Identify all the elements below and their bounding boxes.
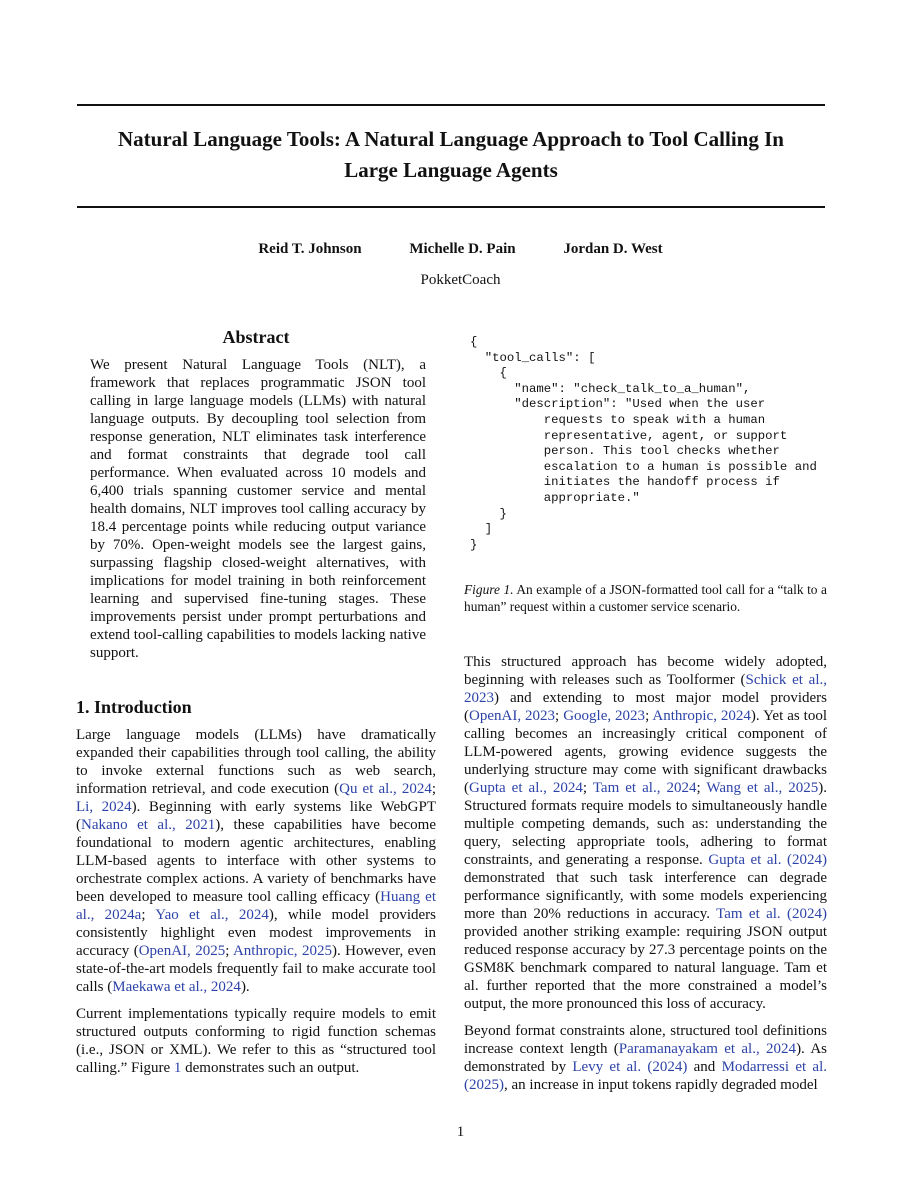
intro-paragraph-2	[76, 1005, 436, 1077]
text-run: Large language models (LLMs) have dramatically expanded their capabilities through tool calling, the ability to invoke external functions such as web search, information retrieval, and code execution (	[76, 727, 436, 797]
citation-link[interactable]: Google, 2023	[563, 708, 646, 725]
caption-text: An example of a JSON-formatted tool call for a “talk to a human” request within a customer service scenario.	[464, 582, 827, 615]
abstract-heading: Abstract	[222, 327, 290, 347]
citation-link[interactable]: Paramanayakam et al., 2024	[618, 1041, 797, 1058]
citation-link[interactable]: Anthropic, 2024	[652, 708, 751, 725]
text-run: demonstrated that such task interference can degrade performance significantly, with some models experiencing more than 20% reductions in accuracy.	[464, 870, 827, 923]
text-run: ). Yet as tool calling becomes an increasingly critical component of LLM-powered agents, growing evidence suggests the underlying structure may come with significant drawbacks (	[464, 708, 827, 797]
citation-link[interactable]: OpenAI, 2025	[138, 943, 226, 959]
json-code-block: { "tool_calls": [ { "name": "check_talk_to_a_human", "description": "Used when the user requests to speak with a human representative, agent, or support person. This tool checks whether escalation to a human is possible and initiates the handoff process if appropriate." } ] }	[470, 335, 817, 552]
body-paragraph-2	[464, 1022, 827, 1094]
citation-link[interactable]: Yao et al., 2024	[155, 907, 269, 923]
figure-caption	[464, 581, 827, 615]
title-rule-top	[77, 104, 825, 106]
figure-ref-link[interactable]: 1	[173, 1060, 182, 1076]
abstract-text: We present Natural Language Tools (NLT), a framework that replaces programmatic JSON tool calling in large language models (LLMs) with natural language outputs. By decoupling tool selection from response generation, NLT eliminates task interference and format constraints that degrade tool call performance. When evaluated across 10 models and 6,400 trials spanning customer service and mental health domains, NLT improves tool calling accuracy by 18.4 percentage points while reducing output variance by 70%. Open-weight models see the largest gains, surpassing flagship closed-weight alternatives, with implications for model training in both reinforcement learning and supervised fine-tuning stages. These improvements persist under prompt perturbations and extend tool-calling capabilities to models lacking native support.	[90, 357, 426, 661]
citation-link[interactable]: Levy et al. (2024)	[572, 1059, 688, 1076]
text-run: Current implementations typically require models to emit structured outputs conforming to rigid function schemas (i.e., JSON or XML). We refer to this as “structured tool calling.” Figure	[76, 1006, 436, 1076]
affiliation: PokketCoach	[420, 272, 501, 288]
citation-link[interactable]: Huang et al., 2024a	[76, 889, 436, 923]
text-run: ;	[645, 708, 653, 725]
text-run: ;	[431, 781, 437, 797]
text-run: ). Structured formats require models to simultaneously handle multiple competing demands, such as: understanding the query, selecting appropriate tools, adhering to format constraints, and generating a response.	[464, 780, 827, 869]
author-name: Jordan D. West	[563, 241, 663, 257]
body-paragraph-1	[464, 653, 827, 1013]
left-column	[76, 328, 436, 1086]
text-run: ) and extending to most major model providers (	[464, 690, 827, 725]
arxiv-stamp	[4, 340, 56, 870]
right-body	[464, 653, 827, 1094]
title-line-2: Large Language Agents	[344, 158, 558, 182]
text-run: ), these capabilities have become foundational to modern agentic architectures, enabling LLM-based agents to interface with other systems to orchestrate complex actions. A variety of benchmarks have been developed to measure tool calling efficacy (	[76, 817, 436, 905]
citation-link[interactable]: Nakano et al., 2021	[81, 817, 216, 833]
paper-title	[77, 124, 825, 186]
citation-link[interactable]: Modarressi et al. (2025)	[464, 1059, 827, 1094]
citation-link[interactable]: Anthropic, 2025	[232, 943, 332, 959]
text-run: Beyond format constraints alone, structured tool definitions increase context length (	[464, 1023, 827, 1058]
right-column	[464, 335, 827, 1103]
citation-link[interactable]: Li, 2024	[76, 799, 132, 815]
intro-paragraph-1	[76, 726, 436, 996]
text-run: provided another striking example: requiring JSON output reduced response accuracy by 27.3 percentage points on the GSM8K benchmark compared to natural language. Tam et al. further reported that the more constrained a model’s output, the more pronounced this loss of accuracy.	[464, 924, 827, 1013]
author-name: Reid T. Johnson	[258, 241, 362, 257]
text-run: ), while model providers consistently highlight even modest improvements in accuracy (	[76, 907, 437, 959]
text-run: ). However, even state-of-the-art models frequently fail to make accurate tool calls (	[76, 943, 436, 995]
text-run: ).	[240, 979, 250, 995]
text-run: ;	[582, 780, 593, 797]
citation-link[interactable]: Tam et al. (2024)	[716, 906, 827, 923]
section-heading-introduction: 1. Introduction	[76, 697, 192, 717]
citation-link[interactable]: Wang et al., 2025	[706, 780, 819, 797]
text-run: ;	[696, 780, 707, 797]
title-line-1: Natural Language Tools: A Natural Language Approach to Tool Calling In	[118, 127, 784, 151]
citation-link[interactable]: Maekawa et al., 2024	[112, 979, 241, 995]
text-run: This structured approach has become widely adopted, beginning with releases such as Toolformer (	[464, 654, 827, 689]
text-run: ;	[141, 907, 156, 923]
text-run: ). Beginning with early systems like WebGPT (	[76, 799, 436, 833]
citation-link[interactable]: Gupta et al., 2024	[469, 780, 583, 797]
text-run: ;	[555, 708, 564, 725]
figure-1	[464, 335, 827, 615]
citation-link[interactable]: Tam et al., 2024	[592, 780, 697, 797]
citation-link[interactable]: Gupta et al. (2024)	[708, 852, 827, 869]
text-run: , an increase in input tokens rapidly degraded model	[504, 1077, 818, 1094]
text-run: ). As demonstrated by	[464, 1041, 827, 1076]
author-name: Michelle D. Pain	[409, 241, 516, 257]
citation-link[interactable]: OpenAI, 2023	[469, 708, 556, 725]
text-run: ;	[225, 943, 233, 959]
citation-link[interactable]: Schick et al., 2023	[464, 672, 827, 707]
text-run: and	[687, 1059, 722, 1076]
text-run: demonstrates such an output.	[181, 1060, 360, 1076]
title-rule-bottom	[77, 206, 825, 208]
citation-link[interactable]: Qu et al., 2024	[339, 781, 432, 797]
author-list	[0, 241, 921, 258]
caption-label: Figure 1.	[464, 582, 514, 598]
page-number: 1	[456, 1124, 465, 1140]
